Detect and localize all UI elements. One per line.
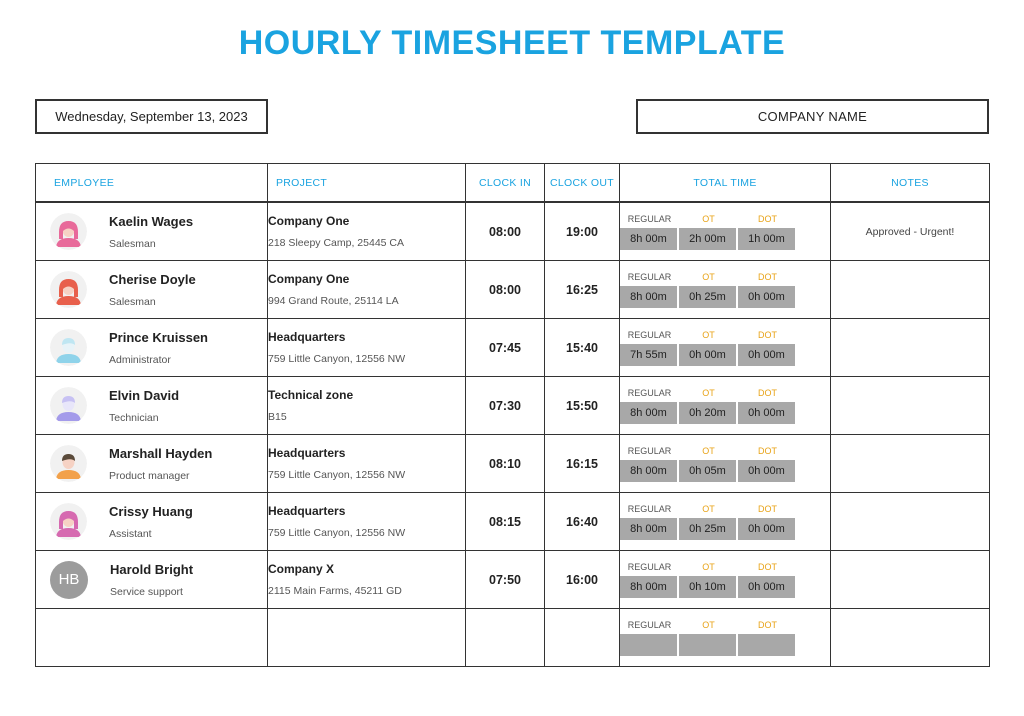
header-clock-in: CLOCK IN <box>466 164 545 203</box>
regular-label: REGULAR <box>627 329 672 340</box>
project-name: Headquarters <box>268 330 346 344</box>
clock-in-cell[interactable]: 08:15 <box>466 493 545 551</box>
employee-cell[interactable] <box>36 202 268 261</box>
employee-role: Salesman <box>109 237 156 250</box>
employee-cell[interactable] <box>36 551 268 609</box>
ot-time-value[interactable]: 0h 10m <box>679 576 736 598</box>
clock-out-cell[interactable]: 15:40 <box>545 319 620 377</box>
ot-label: OT <box>702 561 715 572</box>
total-time-cell <box>620 435 831 493</box>
ot-time-value[interactable]: 0h 25m <box>679 518 736 540</box>
ot-time-value[interactable] <box>679 634 736 656</box>
dot-time-value[interactable] <box>738 634 795 656</box>
project-address: 759 Little Canyon, 12556 NW <box>268 527 406 539</box>
table-row <box>36 609 990 667</box>
clock-out-cell[interactable]: 16:25 <box>545 261 620 319</box>
total-time-cell <box>620 319 831 377</box>
project-cell[interactable] <box>268 319 466 377</box>
header-employee: EMPLOYEE <box>36 164 268 203</box>
employee-cell[interactable] <box>36 435 268 493</box>
header-total-time: TOTAL TIME <box>620 164 831 203</box>
notes-cell[interactable] <box>831 551 990 609</box>
avatar <box>50 329 87 366</box>
regular-label: REGULAR <box>627 445 672 456</box>
notes-cell[interactable]: Approved - Urgent! <box>831 202 990 261</box>
project-name: Company One <box>268 272 350 286</box>
dot-label: DOT <box>758 561 777 572</box>
dot-time-value[interactable]: 0h 00m <box>738 460 795 482</box>
employee-role: Administrator <box>109 353 171 366</box>
ot-label: OT <box>702 503 715 514</box>
clock-out-cell[interactable]: 16:40 <box>545 493 620 551</box>
ot-label: OT <box>702 329 715 340</box>
male-purple-avatar-icon <box>50 387 87 424</box>
dot-time-value[interactable]: 0h 00m <box>738 344 795 366</box>
employee-name: Prince Kruissen <box>109 329 208 345</box>
employee-name: Elvin David <box>109 387 180 403</box>
header-project: PROJECT <box>268 164 466 203</box>
clock-out-cell[interactable]: 19:00 <box>545 202 620 261</box>
avatar <box>50 387 87 424</box>
project-address: B15 <box>268 411 287 423</box>
notes-cell[interactable] <box>831 435 990 493</box>
dot-label: DOT <box>758 619 777 630</box>
clock-out-cell[interactable] <box>545 609 620 667</box>
employee-role: Service support <box>110 585 183 598</box>
dot-time-value[interactable]: 0h 00m <box>738 576 795 598</box>
total-time-cell <box>620 377 831 435</box>
header-notes: NOTES <box>831 164 990 203</box>
regular-time-value[interactable]: 7h 55m <box>620 344 677 366</box>
timesheet-table <box>35 163 990 667</box>
dot-time-value[interactable]: 0h 00m <box>738 402 795 424</box>
regular-time-value[interactable]: 8h 00m <box>620 518 677 540</box>
employee-role: Product manager <box>109 469 190 482</box>
dot-time-value[interactable]: 0h 00m <box>738 286 795 308</box>
ot-time-value[interactable]: 0h 20m <box>679 402 736 424</box>
regular-time-value[interactable]: 8h 00m <box>620 286 677 308</box>
project-cell[interactable] <box>268 551 466 609</box>
ot-time-value[interactable]: 0h 05m <box>679 460 736 482</box>
project-cell[interactable] <box>268 435 466 493</box>
ot-label: OT <box>702 619 715 630</box>
project-address: 994 Grand Route, 25114 LA <box>268 295 399 307</box>
dot-label: DOT <box>758 271 777 282</box>
table-row <box>36 377 990 435</box>
employee-cell[interactable] <box>36 261 268 319</box>
regular-time-value[interactable]: 8h 00m <box>620 228 677 250</box>
clock-in-cell[interactable] <box>466 609 545 667</box>
project-name: Headquarters <box>268 504 346 518</box>
table-row <box>36 493 990 551</box>
clock-out-cell[interactable]: 16:15 <box>545 435 620 493</box>
project-name: Technical zone <box>268 388 354 402</box>
notes-cell[interactable] <box>831 261 990 319</box>
male-orange-avatar-icon <box>50 445 87 482</box>
ot-label: OT <box>702 271 715 282</box>
female-pink-avatar-icon <box>50 213 87 250</box>
dot-time-value[interactable]: 0h 00m <box>738 518 795 540</box>
female-magenta-avatar-icon <box>50 503 87 540</box>
notes-cell[interactable] <box>831 609 990 667</box>
dot-label: DOT <box>758 503 777 514</box>
regular-label: REGULAR <box>627 387 672 398</box>
dot-label: DOT <box>758 329 777 340</box>
total-time-cell <box>620 609 831 667</box>
notes-cell[interactable] <box>831 493 990 551</box>
page-title: HOURLY TIMESHEET TEMPLATE <box>238 24 786 62</box>
employee-name: Crissy Huang <box>109 503 193 519</box>
total-time-cell <box>620 261 831 319</box>
employee-name: Cherise Doyle <box>109 271 196 287</box>
employee-role: Technician <box>109 411 159 424</box>
male-blue-avatar-icon <box>50 329 87 366</box>
table-row <box>36 319 990 377</box>
regular-label: REGULAR <box>627 619 672 630</box>
project-address: 759 Little Canyon, 12556 NW <box>268 353 406 365</box>
ot-label: OT <box>702 445 715 456</box>
ot-time-value[interactable]: 0h 00m <box>679 344 736 366</box>
company-name-field[interactable] <box>636 99 989 134</box>
regular-time-value[interactable]: 8h 00m <box>620 460 677 482</box>
project-cell[interactable] <box>268 377 466 435</box>
ot-label: OT <box>702 213 715 224</box>
clock-in-cell[interactable]: 07:30 <box>466 377 545 435</box>
regular-label: REGULAR <box>627 503 672 514</box>
company-name-value: COMPANY NAME <box>757 109 868 124</box>
project-name: Headquarters <box>268 446 346 460</box>
dot-label: DOT <box>758 445 777 456</box>
ot-time-value[interactable]: 0h 25m <box>679 286 736 308</box>
table-header-row <box>36 164 990 203</box>
project-cell[interactable] <box>268 493 466 551</box>
header-clock-out: CLOCK OUT <box>545 164 620 203</box>
clock-out-cell[interactable]: 15:50 <box>545 377 620 435</box>
clock-in-cell[interactable]: 07:50 <box>466 551 545 609</box>
clock-out-cell[interactable]: 16:00 <box>545 551 620 609</box>
total-time-cell <box>620 202 831 261</box>
avatar <box>50 271 87 308</box>
dot-label: DOT <box>758 213 777 224</box>
table-row <box>36 261 990 319</box>
employee-cell[interactable] <box>36 609 268 667</box>
notes-cell[interactable] <box>831 319 990 377</box>
dot-label: DOT <box>758 387 777 398</box>
employee-name: Kaelin Wages <box>109 213 194 229</box>
table-row <box>36 202 990 261</box>
employee-name: Harold Bright <box>110 561 194 577</box>
table-row <box>36 551 990 609</box>
employee-cell[interactable] <box>36 319 268 377</box>
employee-name: Marshall Hayden <box>109 445 213 461</box>
avatar <box>50 445 87 482</box>
clock-in-cell[interactable]: 08:10 <box>466 435 545 493</box>
regular-time-value[interactable] <box>620 634 677 656</box>
date-field[interactable] <box>35 99 268 134</box>
project-cell[interactable] <box>268 261 466 319</box>
project-cell[interactable] <box>268 202 466 261</box>
ot-label: OT <box>702 387 715 398</box>
total-time-cell <box>620 551 831 609</box>
project-address: 759 Little Canyon, 12556 NW <box>268 469 406 481</box>
clock-in-cell[interactable]: 07:45 <box>466 319 545 377</box>
project-address: 2115 Main Farms, 45211 GD <box>268 585 402 597</box>
employee-role: Salesman <box>109 295 156 308</box>
regular-label: REGULAR <box>627 561 672 572</box>
clock-in-cell[interactable]: 08:00 <box>466 261 545 319</box>
project-cell[interactable] <box>268 609 466 667</box>
employee-cell[interactable] <box>36 493 268 551</box>
avatar-initials: HB <box>50 561 88 599</box>
regular-time-value[interactable]: 8h 00m <box>620 576 677 598</box>
employee-role: Assistant <box>109 527 152 540</box>
notes-cell[interactable] <box>831 377 990 435</box>
avatar <box>50 503 87 540</box>
project-address: 218 Sleepy Camp, 25445 CA <box>268 237 405 249</box>
table-row <box>36 435 990 493</box>
regular-label: REGULAR <box>627 213 672 224</box>
project-name: Company X <box>268 562 335 576</box>
female-red-avatar-icon <box>50 271 87 308</box>
date-value: Wednesday, September 13, 2023 <box>55 109 248 124</box>
avatar <box>50 213 87 250</box>
regular-time-value[interactable]: 8h 00m <box>620 402 677 424</box>
employee-cell[interactable] <box>36 377 268 435</box>
clock-in-cell[interactable]: 08:00 <box>466 202 545 261</box>
regular-label: REGULAR <box>627 271 672 282</box>
total-time-cell <box>620 493 831 551</box>
ot-time-value[interactable]: 2h 00m <box>679 228 736 250</box>
dot-time-value[interactable]: 1h 00m <box>738 228 795 250</box>
project-name: Company One <box>268 214 350 228</box>
